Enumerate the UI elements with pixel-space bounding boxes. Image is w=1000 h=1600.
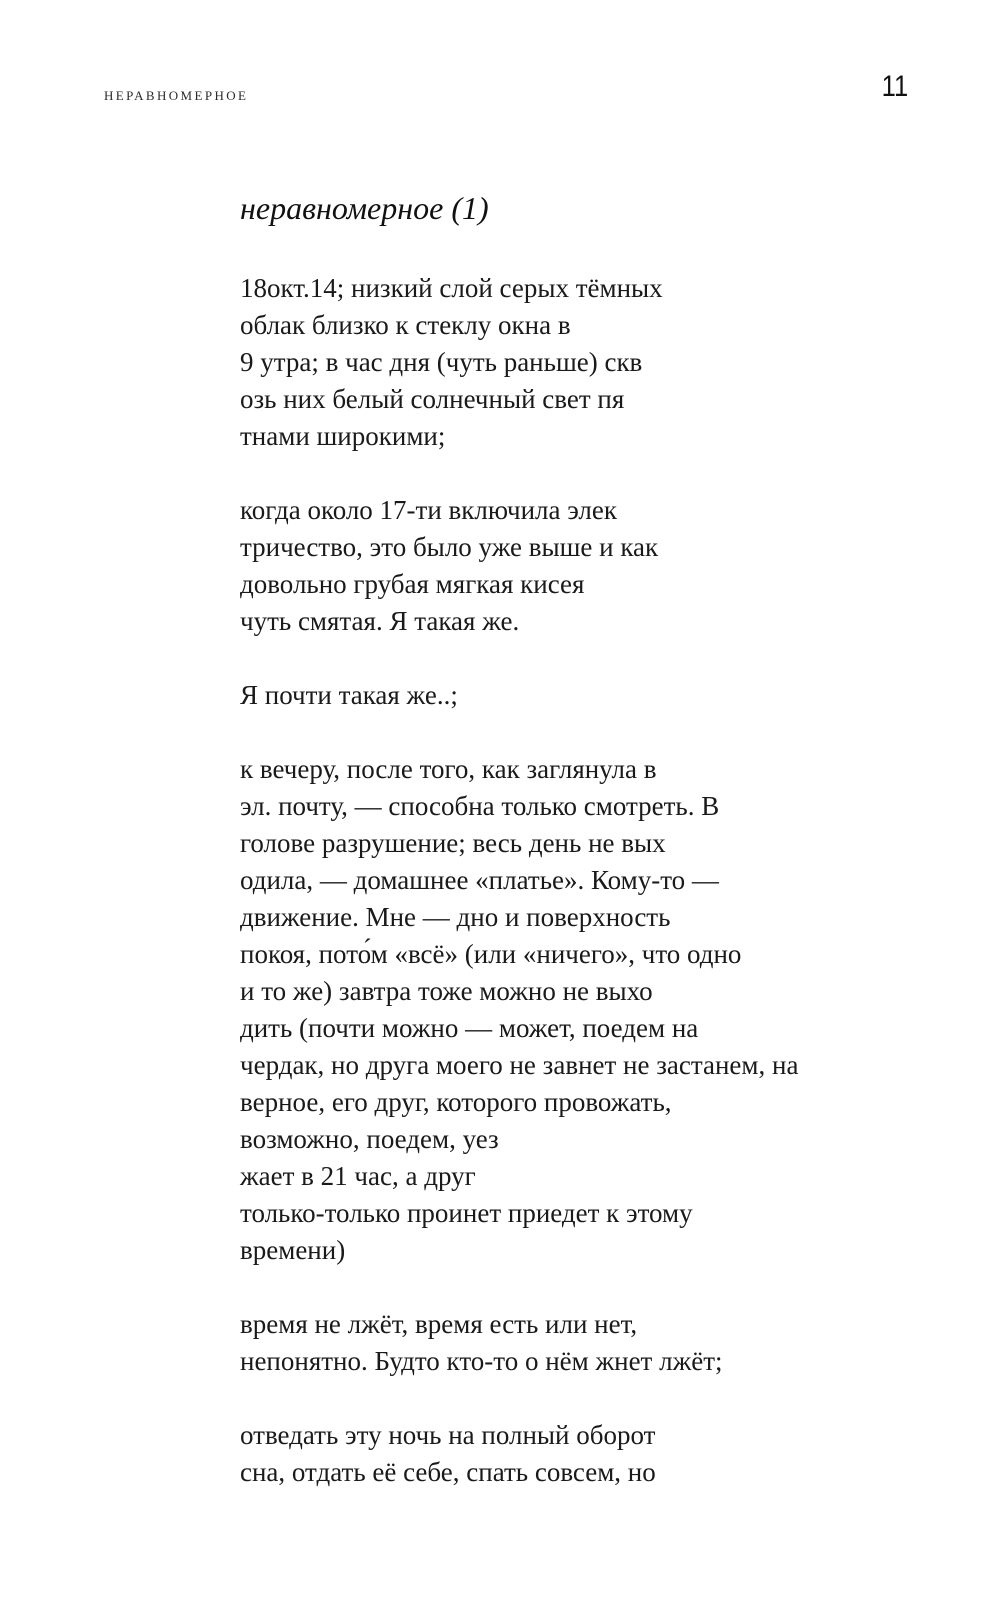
poem-line: 9 утра; в час дня (чуть раньше) скв — [240, 347, 643, 377]
poem-line: жает в 21 час, а друг — [240, 1161, 476, 1191]
poem-line: возможно, поедем, уез — [240, 1124, 499, 1154]
poem-line: время не лжёт, время есть или нет, — [240, 1309, 638, 1339]
poem-line: покоя, пото́м «всё» (или «ничего», что одно — [240, 939, 742, 969]
poem-line: к вечеру, после того, как заглянула в — [240, 754, 657, 784]
poem-title: неравномерное (1) — [240, 190, 489, 226]
poem-line: озь них белый солнечный свет пя — [240, 384, 625, 414]
stanza-4 — [240, 751, 940, 1269]
poem-line: одила, — домашнее «платье». Кому-то — — [240, 865, 719, 895]
poem-line: и то же) завтра тоже можно не выхо — [240, 976, 653, 1006]
poem-line: отведать эту ночь на полный оборот — [240, 1420, 656, 1450]
poem-line: 18окт.14; низкий слой серых тёмных — [240, 273, 663, 303]
poem-line: движение. Мне — дно и поверхность — [240, 902, 671, 932]
poem-line: сна, отдать её себе, спать совсем, но — [240, 1457, 656, 1487]
page-number: 11 — [881, 70, 908, 103]
poem-line: непонятно. Будто кто-то о нём жнет лжёт; — [240, 1346, 723, 1376]
poem-line: довольно грубая мягкая кисея — [240, 569, 585, 599]
stanza-6 — [240, 1417, 940, 1491]
running-head: НЕРАВНОМЕРНОЕ — [104, 88, 249, 103]
poem-line: только-только проинет приедет к этому — [240, 1198, 693, 1228]
stanza-1 — [240, 270, 940, 455]
poem-line: дить (почти можно — может, поедем на — [240, 1013, 699, 1043]
poem-line: тнами широкими; — [240, 421, 446, 451]
poem-line: времени) — [240, 1235, 346, 1265]
poem-line: верное, его друг, которого провожать, — [240, 1087, 672, 1117]
stanza-2 — [240, 492, 940, 640]
stanza-5 — [240, 1306, 940, 1380]
poem-line: чуть смятая. Я такая же. — [240, 606, 520, 636]
poem-line: эл. почту, — способна только смотреть. В — [240, 791, 720, 821]
poem-line: облак близко к стеклу окна в — [240, 310, 571, 340]
poem-body — [240, 270, 940, 1528]
poem-line: когда около 17-ти включила элек — [240, 495, 617, 525]
poem-line: чердак, но друга моего не завнет не застанем, на — [240, 1050, 799, 1080]
poem-line: Я почти такая же..; — [240, 680, 458, 710]
poem-line: тричество, это было уже выше и как — [240, 532, 659, 562]
poem-line: голове разрушение; весь день не вых — [240, 828, 666, 858]
stanza-3 — [240, 677, 940, 714]
